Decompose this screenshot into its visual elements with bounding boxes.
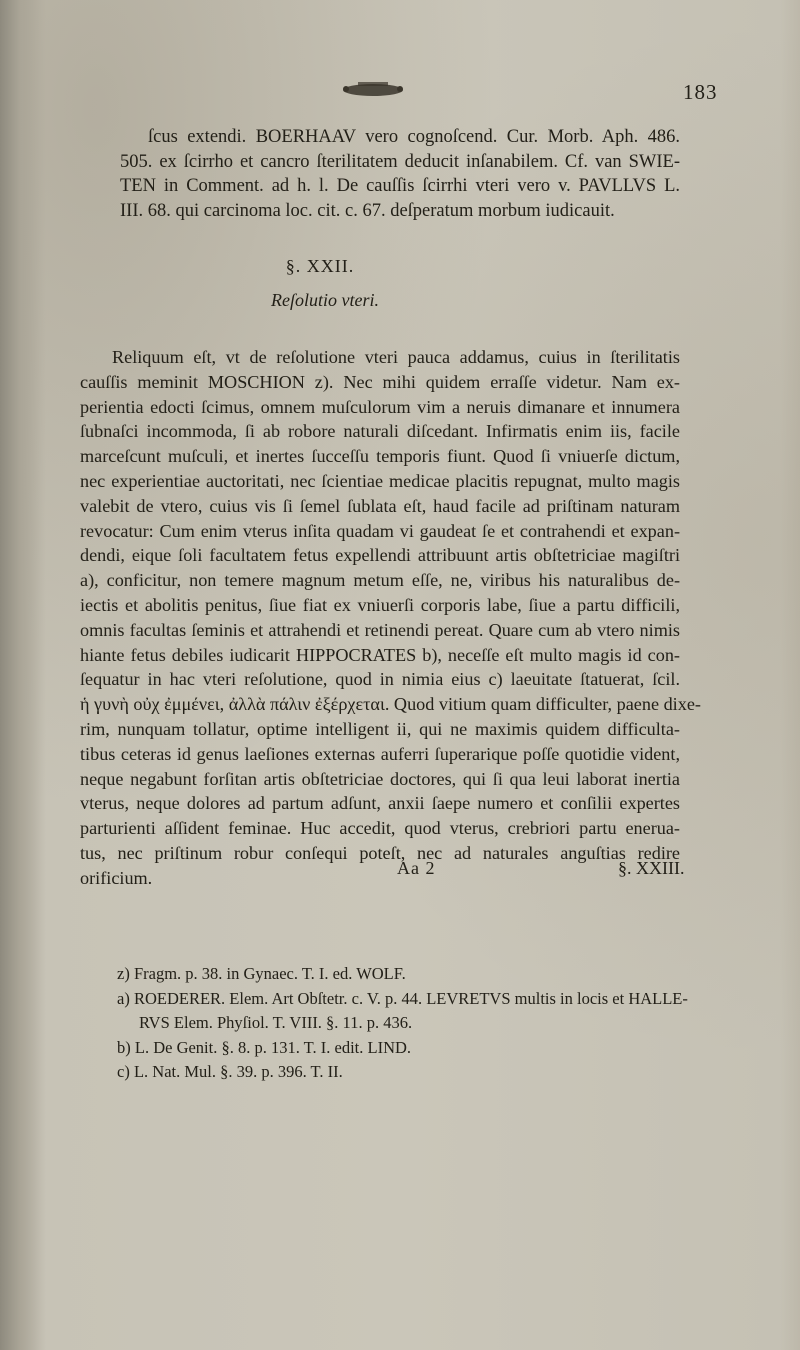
catchword: §. XXIII. bbox=[618, 858, 685, 878]
text-line: rim, nunquam tollatur, optime intelligent ii, qui ne maximis quidem difficulta- bbox=[80, 718, 680, 739]
text-line: parturienti aſſident feminae. Huc accedit, quod vterus, crebriori partu enerua- bbox=[80, 818, 680, 839]
headpiece-ornament bbox=[338, 80, 408, 100]
text-line: ſcus extendi. BOERHAAV vero cognoſcend. Cur. Morb. Aph. 486. bbox=[148, 127, 680, 147]
footnote: a) ROEDERER. Elem. Art Obſtetr. c. V. p. 44. LEVRETVS multis in locis et HALLE- bbox=[117, 988, 688, 1008]
text-line: vterus, neque dolores ad partum adſunt, anxii ſaepe numero et conſilii expertes bbox=[80, 793, 680, 814]
text-line: 505. ex ſcirrho et cancro ſterilitatem deducit inſanabilem. Cf. van SWIE- bbox=[120, 151, 680, 172]
text-line: orificium. bbox=[80, 867, 153, 888]
text-line: iectis et abolitis penitus, ſiue fiat ex vniuerſi corporis labe, ſiue a partu difficili, bbox=[80, 594, 680, 615]
page-gutter-shadow bbox=[0, 0, 46, 1350]
text-line: valebit de vtero, cuius vis ſi ſemel ſublata eſt, haud facile ad priſtinam naturam bbox=[80, 495, 680, 516]
footnote-continuation: RVS Elem. Phyſiol. T. VIII. §. 11. p. 436. bbox=[139, 1013, 413, 1032]
footnote: z) Fragm. p. 38. in Gynaec. T. I. ed. WOLF. bbox=[117, 964, 406, 983]
text-line: ſequatur in hac vteri reſolutione, quod in nimia eius c) laeuitate ſtatuerat, ſcil. bbox=[80, 669, 680, 690]
section-number: §. XXII. bbox=[285, 256, 355, 276]
text-line: hiante fetus debiles iudicarit HIPPOCRATES b), neceſſe eſt multo magis id con- bbox=[80, 644, 680, 665]
text-line: TEN in Comment. ad h. l. De cauſſis ſcirrhi vteri vero v. PAVLLVS L. bbox=[120, 176, 680, 196]
text-line: perientia edocti ſcimus, omnem muſculorum vim a neruis dimanare et innumera bbox=[80, 396, 680, 417]
text-line: cauſſis meminit MOSCHION z). Nec mihi quidem erraſſe videtur. Nam ex- bbox=[80, 371, 680, 392]
text-line: tibus ceteras id genus laeſiones externas auferri ſuperarique poſſe quotidie vident, bbox=[80, 743, 680, 764]
signature-mark: Aa 2 bbox=[397, 858, 436, 878]
text-line: tus, nec priſtinum robur conſequi poteſt, nec ad naturales anguſtias redire bbox=[80, 842, 680, 863]
intro-paragraph bbox=[120, 125, 680, 223]
text-line: III. 68. qui carcinoma loc. cit. c. 67. deſperatum morbum iudicauit. bbox=[120, 200, 615, 221]
text-line: ſubnaſci incommoda, ſi ab robore naturali diſcedant. Infirmatis enim iis, facile bbox=[80, 421, 680, 442]
page-number: 183 bbox=[683, 80, 718, 104]
text-line: nec experientiae auctoritati, nec ſcientiae medicae placitis repugnat, multo magis bbox=[80, 470, 680, 491]
text-line: ἡ γυνὴ οὐχ ἐμμένει, ἀλλὰ πάλιν ἐξέρχεται. Quod vitium quam difficulter, paene dixe- bbox=[80, 694, 701, 715]
footnotes bbox=[117, 962, 697, 1085]
text-line: Reliquum eſt, vt de reſolutione vteri pauca addamus, cuius in ſterilitatis bbox=[112, 347, 680, 367]
text-line: a), conficitur, non temere magnum metum eſſe, ne, viribus his naturalibus de- bbox=[80, 570, 680, 591]
text-line: neque negabunt forſitan artis obſtetriciae doctores, qui ſi qua leui laborat inertia bbox=[80, 768, 680, 789]
text-line: dendi, eique ſoli facultatem fetus expellendi attribuunt artis obſtetriciae magiſtri bbox=[80, 545, 680, 566]
text-line: marceſcunt muſculi, et inertes ſucceſſu temporis fiunt. Quod ſi vniuerſe dictum, bbox=[80, 446, 680, 467]
body-paragraph bbox=[80, 345, 701, 891]
section-title: Reſolutio vteri. bbox=[271, 290, 379, 310]
text-line: omnis facultas ſeminis et attrahendi et retinendi pereat. Quare cum ab vtero nimis bbox=[80, 619, 680, 640]
text-line: revocatur: Cum enim vterus inſita quadam vi gaudeat ſe et contrahendi et expan- bbox=[80, 520, 680, 541]
footnote: c) L. Nat. Mul. §. 39. p. 396. T. II. bbox=[117, 1062, 343, 1081]
footnote: b) L. De Genit. §. 8. p. 131. T. I. edit. LIND. bbox=[117, 1037, 412, 1057]
